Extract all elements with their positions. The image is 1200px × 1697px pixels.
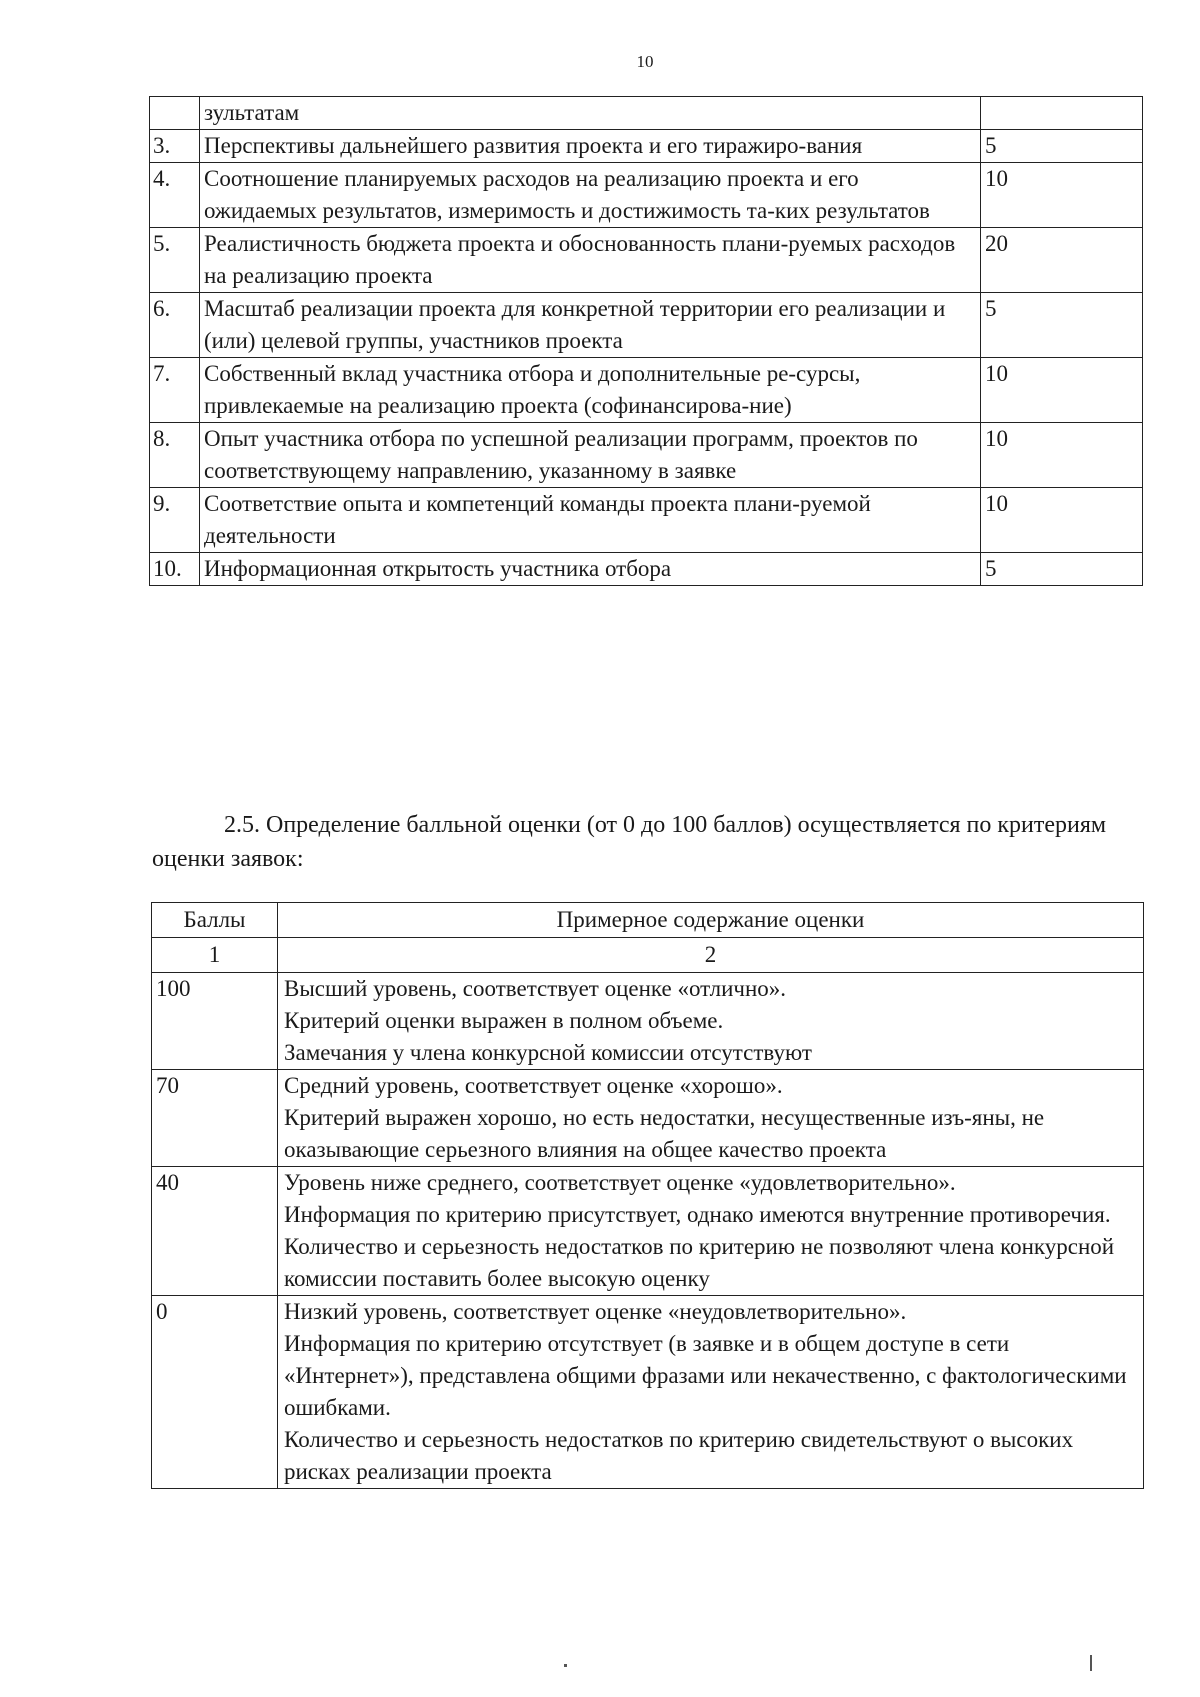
criteria-row [150,130,1143,163]
criteria-row [150,97,1143,130]
scores-header-row [152,903,1144,938]
description-line: Критерий выражен хорошо, но есть недостатки, несущественные изъ-яны, не оказывающие серьезного влияния на общее качество проекта [284,1105,1045,1162]
score-description [278,1296,1144,1489]
scores-row [152,1296,1144,1489]
description-line: Количество и серьезность недостатков по критерию свидетельствуют о высоких рисках реализации проекта [284,1427,1074,1484]
criteria-score: 5 [981,130,1143,163]
paragraph-2-5: 2.5. Определение балльной оценки (от 0 до 100 баллов) осуществляется по критериям оценки заявок: [152,812,1107,872]
description-line: Информация по критерию присутствует, однако имеются внутренние противоречия. Количество и серьезность недостатков по критерию не позволяют члена конкурсной комиссии поставить более высокую оценку [284,1202,1115,1291]
criteria-score: 10 [981,358,1143,423]
criteria-number: 4. [150,163,200,228]
header-score: Баллы [152,903,278,938]
column-number-2: 2 [278,938,1144,973]
description-line: Информация по критерию отсутствует (в заявке и в общем доступе в сети «Интернет»), представлена общими фразами или некачественно, с фактологическими ошибками. [284,1331,1127,1420]
criteria-table [149,96,1143,586]
page-number: 10 [636,52,654,71]
header-description: Примерное содержание оценки [278,903,1144,938]
criteria-row [150,163,1143,228]
criteria-text: Соотношение планируемых расходов на реализацию проекта и его ожидаемых результатов, измеримость и достижимость та-ких результатов [200,163,981,228]
criteria-row [150,423,1143,488]
criteria-number: 5. [150,228,200,293]
criteria-score: 10 [981,488,1143,553]
score-description [278,973,1144,1070]
criteria-row [150,293,1143,358]
description-line: Уровень ниже среднего, соответствует оценке «удовлетворительно». [284,1170,956,1195]
criteria-score: 20 [981,228,1143,293]
column-number-1: 1 [152,938,278,973]
description-line: Средний уровень, соответствует оценке «хорошо». [284,1073,783,1098]
criteria-number: 9. [150,488,200,553]
score-value: 100 [152,973,278,1070]
criteria-score: 5 [981,293,1143,358]
criteria-row [150,228,1143,293]
criteria-number: 7. [150,358,200,423]
scores-row [152,973,1144,1070]
criteria-row [150,553,1143,586]
score-value: 70 [152,1070,278,1167]
criteria-score: 5 [981,553,1143,586]
criteria-score: 10 [981,423,1143,488]
criteria-text: Опыт участника отбора по успешной реализации программ, проектов по соответствующему направлению, указанному в заявке [200,423,981,488]
criteria-row [150,488,1143,553]
criteria-text: Реалистичность бюджета проекта и обоснованность плани-руемых расходов на реализацию проекта [200,228,981,293]
criteria-text: Масштаб реализации проекта для конкретной территории его реализации и (или) целевой группы, участников проекта [200,293,981,358]
criteria-score [981,97,1143,130]
criteria-number: 10. [150,553,200,586]
criteria-number: 6. [150,293,200,358]
description-line: Низкий уровень, соответствует оценке «неудовлетворительно». [284,1299,907,1324]
criteria-text: Собственный вклад участника отбора и дополнительные ре-сурсы, привлекаемые на реализацию проекта (софинансирова-ние) [200,358,981,423]
criteria-text: Соответствие опыта и компетенций команды проекта плани-руемой деятельности [200,488,981,553]
description-line: Замечания у члена конкурсной комиссии отсутствуют [284,1040,812,1065]
scores-column-numbers-row [152,938,1144,973]
criteria-score: 10 [981,163,1143,228]
score-description [278,1070,1144,1167]
criteria-number: 3. [150,130,200,163]
criteria-text: зультатам [200,97,981,130]
description-line: Критерий оценки выражен в полном объеме. [284,1008,724,1033]
score-value: 40 [152,1167,278,1296]
scores-row [152,1167,1144,1296]
scores-row [152,1070,1144,1167]
criteria-text: Перспективы дальнейшего развития проекта и его тиражиро-вания [200,130,981,163]
criteria-row [150,358,1143,423]
criteria-number [150,97,200,130]
criteria-text: Информационная открытость участника отбора [200,553,981,586]
scores-table [151,902,1144,1489]
description-line: Высший уровень, соответствует оценке «отлично». [284,976,787,1001]
criteria-number: 8. [150,423,200,488]
score-description [278,1167,1144,1296]
score-value: 0 [152,1296,278,1489]
